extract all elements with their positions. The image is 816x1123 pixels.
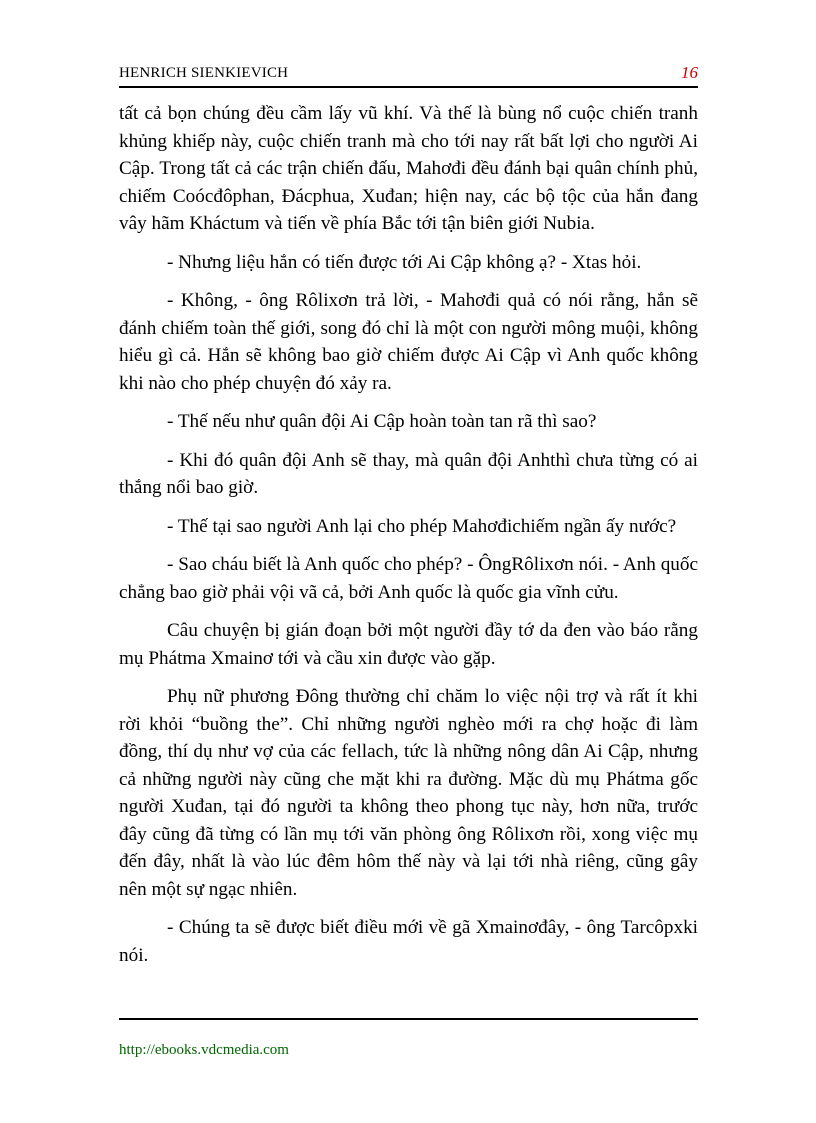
header-author: HENRICH SIENKIEVICH — [119, 65, 289, 81]
footer-link[interactable]: http://ebooks.vdcmedia.com — [119, 1042, 289, 1058]
paragraph: - Khi đó quân đội Anh sẽ thay, mà quân đội Anhthì chưa từng có ai thắng nổi bao giờ. — [119, 449, 698, 498]
page-header — [119, 62, 698, 88]
paragraph: - Chúng ta sẽ được biết điều mới về gã Xmainơđây, - ông Tarcôpxki nói. — [119, 917, 698, 966]
paragraph: - Thế tại sao người Anh lại cho phép Mahơđichiếm ngần ấy nước? — [167, 515, 677, 537]
paragraph: - Sao cháu biết là Anh quốc cho phép? - ÔngRôlixơn nói. - Anh quốc chẳng bao giờ phải vội vã cả, bởi Anh quốc là quốc gia vĩnh cửu. — [119, 554, 698, 603]
paragraph: tất cả bọn chúng đều cầm lấy vũ khí. Và thế là bùng nổ cuộc chiến tranh khủng khiếp này, cuộc chiến tranh mà cho tới nay rất bất lợi cho người Ai Cập. Trong tất cả các trận chiến đấu, Mahơđi đều đánh bại quân chính phủ, chiếm Coócđôphan, Đácphua, Xuđan; hiện nay, các bộ tộc của hắn đang vây hãm Kháctum và tiến về phía Bắc tới tận biên giới Nubia. — [119, 103, 698, 234]
page-number: 16 — [681, 63, 698, 82]
paragraph: - Thế nếu như quân đội Ai Cập hoàn toàn tan rã thì sao? — [167, 411, 597, 432]
page-footer — [119, 1018, 698, 1058]
paragraph: - Không, - ông Rôlixơn trả lời, - Mahơđi quả có nói rằng, hắn sẽ đánh chiếm toàn thế giới, song đó chỉ là một con người mông muội, không hiểu gì cả. Hắn sẽ không bao giờ chiếm được Ai Cập vì Anh quốc không khi nào cho phép chuyện đó xảy ra. — [119, 290, 698, 394]
body-text — [119, 100, 698, 980]
paragraph: Câu chuyện bị gián đoạn bởi một người đầy tớ da đen vào báo rằng mụ Phátma Xmainơ tới và cầu xin được vào gặp. — [119, 620, 698, 669]
paragraph: - Nhưng liệu hắn có tiến được tới Ai Cập không ạ? - Xtas hỏi. — [167, 251, 642, 273]
paragraph: Phụ nữ phương Đông thường chỉ chăm lo việc nội trợ và rất ít khi rời khỏi “buồng the”. Chỉ những người nghèo mới ra chợ hoặc đi làm đồng, thí dụ như vợ của các fellach, tức là những nông dân Ai Cập, nhưng cả những người này cũng che mặt khi ra đường. Mặc dù mụ Phátma gốc người Xuđan, tại đó người ta không theo phong tục này, hơn nữa, trước đây cũng đã từng có lần mụ tới văn phòng ông Rôlixơn rồi, xong việc mụ đến đây, nhất là vào lúc đêm hôm thế này và lại tới nhà riêng, cũng gây nên một sự ngạc nhiên. — [119, 686, 698, 900]
